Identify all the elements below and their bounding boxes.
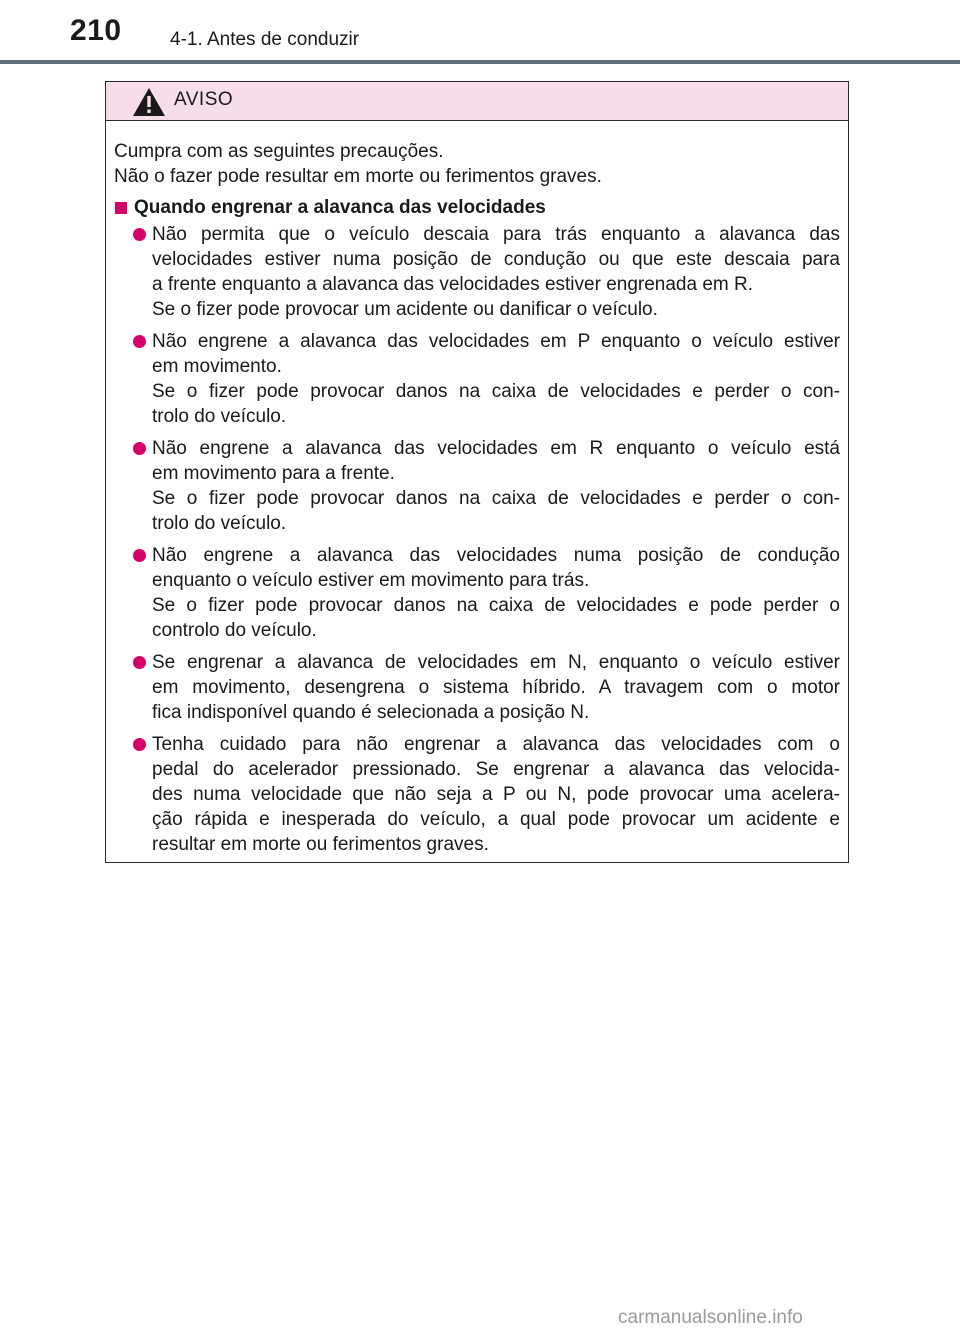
precaution-line: em movimento para a frente. [152,463,395,484]
precaution-line: controlo do veículo. [152,620,317,641]
intro-line: Cumpra com as seguintes precauções. [114,141,444,162]
precaution-item [114,732,840,857]
warning-triangle-icon [132,87,166,117]
precaution-line: trolo do veículo. [152,513,287,534]
header-divider [0,60,960,64]
warning-title: AVISO [174,89,234,110]
precaution-line: Não permita que o veículo descaia para trás enquanto a alavanca das [152,224,840,245]
square-bullet-icon [115,202,127,214]
round-bullet-icon [133,228,146,241]
precaution-line: enquanto o veículo estiver em movimento para trás. [152,570,590,591]
warning-box [105,81,849,863]
precaution-line: fica indisponível quando é selecionada a posição N. [152,702,590,723]
warning-intro [114,139,840,189]
precaution-line: velocidades estiver numa posição de condução ou que este descaia para [152,249,840,270]
precaution-item [114,222,840,322]
round-bullet-icon [133,442,146,455]
precaution-line: Se o fizer pode provocar danos na caixa de velocidades e perder o con- [152,381,840,402]
precaution-line: a frente enquanto a alavanca das velocidades estiver engrenada em R. [152,274,754,295]
page-header [0,0,960,64]
precaution-item [114,543,840,643]
precaution-line: Não engrene a alavanca das velocidades em P enquanto o veículo estiver [152,331,840,352]
round-bullet-icon [133,738,146,751]
round-bullet-icon [133,335,146,348]
round-bullet-icon [133,656,146,669]
precaution-item [114,436,840,536]
precaution-line: Não engrene a alavanca das velocidades em R enquanto o veículo está [152,438,840,459]
precaution-item [114,329,840,429]
precaution-line: des numa velocidade que não seja a P ou N, pode provocar uma acelera- [152,784,840,805]
precaution-line: ção rápida e inesperada do veículo, a qual pode provocar um acidente e [152,809,840,830]
warning-subheading [114,195,840,220]
warning-body [106,121,848,857]
intro-line: Não o fazer pode resultar em morte ou ferimentos graves. [114,166,602,187]
warning-header [106,82,848,121]
precaution-line: em movimento, desengrena o sistema híbrido. A travagem com o motor [152,677,840,698]
round-bullet-icon [133,549,146,562]
precaution-line: Tenha cuidado para não engrenar a alavanca das velocidades com o [152,734,840,755]
precaution-item [114,650,840,725]
precaution-line: Não engrene a alavanca das velocidades numa posição de condução [152,545,840,566]
precaution-line: Se o fizer pode provocar danos na caixa de velocidades e perder o con- [152,488,840,509]
precaution-line: Se o fizer pode provocar danos na caixa de velocidades e pode perder o [152,595,840,616]
precaution-line: resultar em morte ou ferimentos graves. [152,834,489,855]
section-title: 4-1. Antes de conduzir [170,29,360,50]
watermark: carmanualsonline.info [618,1307,803,1328]
precaution-line: em movimento. [152,356,282,377]
page-number: 210 [70,14,122,47]
precaution-line: trolo do veículo. [152,406,287,427]
precaution-line: pedal do acelerador pressionado. Se engrenar a alavanca das velocida- [152,759,840,780]
precaution-line: Se o fizer pode provocar um acidente ou danificar o veículo. [152,299,658,320]
precaution-list [114,222,840,857]
subheading-text: Quando engrenar a alavanca das velocidades [134,197,546,218]
precaution-line: Se engrenar a alavanca de velocidades em N, enquanto o veículo estiver [152,652,840,673]
